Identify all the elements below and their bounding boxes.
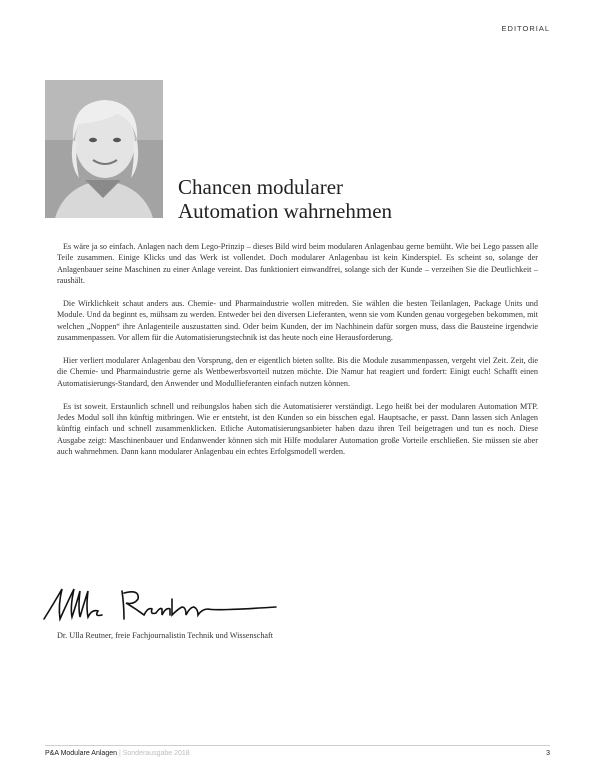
issue-name: Sonderausgabe 2018	[122, 750, 190, 757]
handwritten-signature	[40, 585, 280, 625]
paragraph-1: Es wäre ja so einfach. Anlagen nach dem Lego-Prinzip – dieses Bild wird beim modularen Anlagenbau gerne bemüht. Wie bei Lego passen alle Teile zusammen. Einige Klicks und das Werk ist vollendet. Doch modularer Anlagenbau ist kein Kinderspiel. Es scheint so, solange der Anlagenbauer seine Maschinen zu einer Anlage vereint. Das funktioniert einwandfrei, solange sich der Kunde – verzeihen Sie die Deutlichkeit – raushält.	[57, 242, 538, 286]
article-title-line-2: Automation wahrnehmen	[178, 199, 393, 223]
footer-publication	[45, 750, 190, 757]
section-label: EDITORIAL	[501, 24, 550, 33]
paragraph-4: Es ist soweit. Erstaunlich schnell und reibungslos haben sich die Automatisierer verständigt. Lego heißt bei der modularen Automation MTP. Jedes Modul soll ihn künftig mitbringen. Wie er entsteht, ist den Kunden so ein bisschen egal. Hauptsache, er passt. Dann lassen sich Anlagen künftig einfach und schnell zusammenklicken. Etliche Automatisierungsanbieter haben dazu ihren Teil beigetragen und tun es noch. Diese Ausgabe zeigt: Maschinenbauer und Endanwender können sich mit Hilfe modularer Automation große Vorteile erschließen. Sie müssen sie aber auch wahrnehmen. Dann kann modularer Anlagenbau ein echtes Erfolgsmodell werden.	[57, 401, 538, 457]
paragraph-3: Hier verliert modularer Anlagenbau den Vorsprung, den er eigentlich bieten sollte. Bis die Module zusammenpassen, vergeht viel Zeit. Zeit, die die Chemie- und Pharmaindustrie gerne als Wettbewerbsvorteil nutzen möchte. Die Namur hat reagiert und fordert: Einigt euch! Schafft einen Automatisierungs-Standard, den Anwender und Modullieferanten einfach nutzen können.	[57, 356, 538, 388]
publication-name: P&A Modulare Anlagen	[45, 750, 117, 757]
author-portrait	[45, 80, 163, 218]
footer-separator: |	[117, 750, 123, 757]
paragraph-2: Die Wirklichkeit schaut anders aus. Chemie- und Pharmaindustrie wollen mitreden. Sie wählen die besten Teilanlagen, Package Units und Module. Und da beginnt es, mühsam zu werden. Entweder bei den diversen Lieferanten, wenn sie vom Kunden genau vorgegeben bekommen, mit welchen „Noppen“ ihre Anlagenteile auszustatten sind. Oder beim Kunden, der im Nachhinein dafür sorgen muss, dass die Bausteine irgendwie zusammenpassen. Vor allem für die Automatisierungstechnik ist das heute noch eine Herausforderung.	[57, 299, 538, 343]
portrait-illustration	[45, 80, 163, 218]
article-body	[57, 241, 538, 469]
page-number: 3	[546, 750, 550, 757]
author-byline: Dr. Ulla Reutner, freie Fachjournalistin Technik und Wissenschaft	[57, 631, 274, 640]
article-title-line-1: Chancen modularer	[178, 175, 344, 199]
footer-divider	[45, 745, 550, 746]
article-title	[178, 175, 538, 223]
